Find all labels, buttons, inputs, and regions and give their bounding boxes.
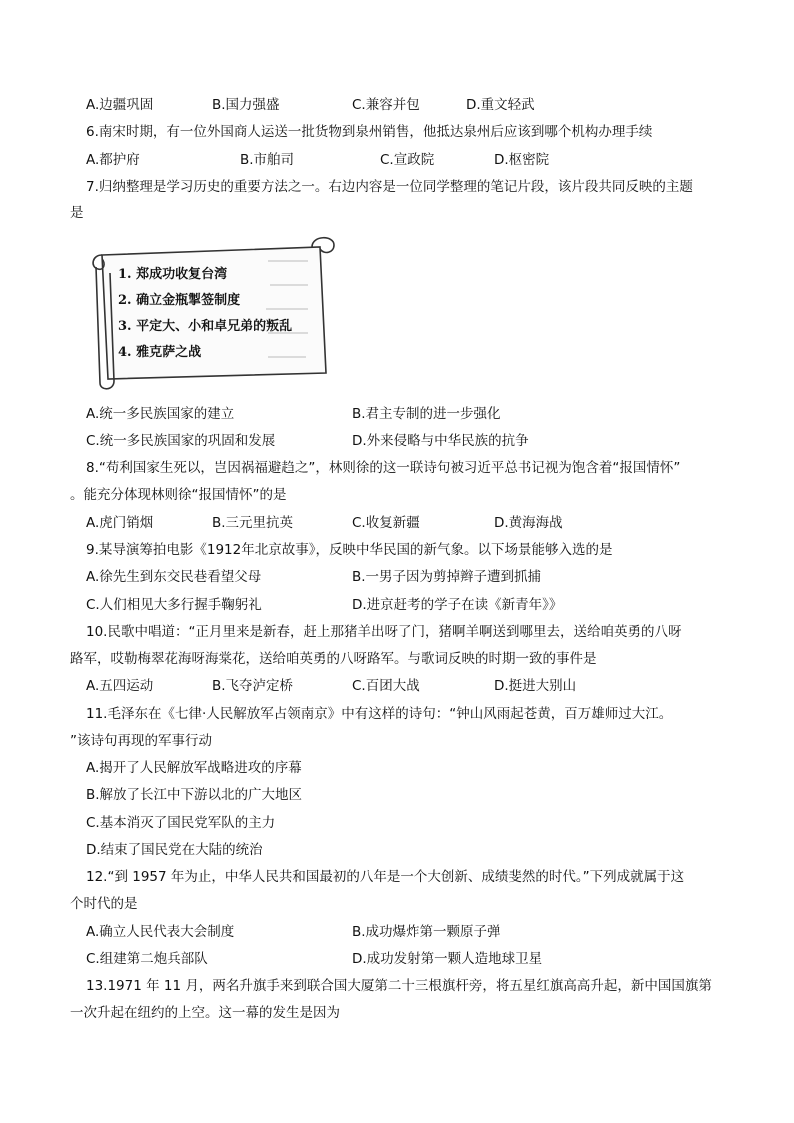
q11-stem-line2: ”该诗句再现的军事行动 bbox=[70, 733, 212, 749]
q9-option-d: D.进京赶考的学子在读《新青年》》 bbox=[352, 597, 563, 613]
scroll-outline bbox=[88, 233, 338, 391]
q11-option-a: A.揭开了人民解放军战略进攻的序幕 bbox=[86, 760, 302, 776]
note-item-1: 1. 郑成功收复台湾 bbox=[118, 267, 228, 282]
q6-stem: 6.南宋时期，有一位外国商人运送一批货物到泉州销售，他抵达泉州后应该到哪个机构办理手续 bbox=[86, 124, 653, 140]
q12-stem-line1: 12.“到 1957 年为止，中华人民共和国最初的八年是一个大创新、成绩斐然的时代。”下列成就属于这 bbox=[86, 869, 685, 885]
q7-option-a: A.统一多民族国家的建立 bbox=[86, 406, 235, 422]
q12-stem-line2: 个时代的是 bbox=[70, 896, 138, 912]
q8-option-d: D.黄海海战 bbox=[494, 515, 563, 531]
q9-option-b: B.一男子因为剪掉辫子遭到抓捕 bbox=[352, 569, 542, 585]
q9-stem: 9.某导演筹拍电影《1912年北京故事》，反映中华民国的新气象。以下场景能够入选的是 bbox=[86, 542, 613, 558]
q13-stem-line2: 一次升起在纽约的上空。这一幕的发生是因为 bbox=[70, 1005, 340, 1021]
q11-option-d: D.结束了国民党在大陆的统治 bbox=[86, 842, 263, 858]
q9-option-c: C.人们相见大多行握手鞠躬礼 bbox=[86, 597, 262, 613]
q8-stem-line1: 8.“苟利国家生死以，岂因祸福避趋之”，林则徐的这一联诗句被习近平总书记视为饱含着“报国情怀” bbox=[86, 460, 681, 476]
q11-option-c: C.基本消灭了国民党军队的主力 bbox=[86, 815, 276, 831]
q10-option-b: B.飞夺泸定桥 bbox=[212, 678, 294, 694]
q10-option-c: C.百团大战 bbox=[352, 678, 420, 694]
q10-stem-line2: 路军，哎勒梅翠花海呀海棠花，送给咱英勇的八呀路军。与歌词反映的时期一致的事件是 bbox=[70, 651, 597, 667]
q8-stem-line2: 。能充分体现林则徐“报国情怀”的是 bbox=[70, 487, 287, 503]
q7-stem-line1: 7.归纳整理是学习历史的重要方法之一。右边内容是一位同学整理的笔记片段，该片段共同反映的主题 bbox=[86, 179, 693, 195]
q12-option-d: D.成功发射第一颗人造地球卫星 bbox=[352, 951, 543, 967]
q11-stem-line1: 11.毛泽东在《七律·人民解放军占领南京》中有这样的诗句：“钟山风雨起苍黄，百万雄师过大江。 bbox=[86, 706, 673, 722]
q7-option-d: D.外来侵略与中华民族的抗争 bbox=[352, 433, 529, 449]
q13-stem-line1: 13.1971 年 11 月，两名升旗手来到联合国大厦第二十三根旗杆旁，将五星红旗高高升起，新中国国旗第 bbox=[86, 978, 712, 994]
note-item-2: 2. 确立金瓶掣签制度 bbox=[118, 293, 241, 308]
q12-option-b: B.成功爆炸第一颗原子弹 bbox=[352, 924, 501, 940]
q5-option-c: C.兼容并包 bbox=[352, 97, 420, 113]
q5-option-b: B.国力强盛 bbox=[212, 97, 280, 113]
q8-option-c: C.收复新疆 bbox=[352, 515, 420, 531]
q7-stem-line2: 是 bbox=[70, 205, 84, 221]
note-item-4: 4. 雅克萨之战 bbox=[118, 345, 202, 360]
q9-option-a: A.徐先生到东交民巷看望父母 bbox=[86, 569, 262, 585]
q5-option-d: D.重文轻武 bbox=[466, 97, 535, 113]
note-scroll-image bbox=[88, 233, 338, 391]
q5-option-a: A.边疆巩固 bbox=[86, 97, 154, 113]
q8-option-a: A.虎门销烟 bbox=[86, 515, 154, 531]
q6-option-c: C.宣政院 bbox=[380, 152, 435, 168]
q10-stem-line1: 10.民歌中唱道：“正月里来是新春，赶上那猪羊出呀了门，猪啊羊啊送到哪里去，送给咱英勇的八呀 bbox=[86, 624, 682, 640]
q6-option-b: B.市舶司 bbox=[240, 152, 295, 168]
q8-option-b: B.三元里抗英 bbox=[212, 515, 294, 531]
q6-option-a: A.都护府 bbox=[86, 152, 140, 168]
note-item-3: 3. 平定大、小和卓兄弟的叛乱 bbox=[118, 319, 293, 334]
q11-option-b: B.解放了长江中下游以北的广大地区 bbox=[86, 787, 303, 803]
q10-option-d: D.挺进大别山 bbox=[494, 678, 577, 694]
q12-option-c: C.组建第二炮兵部队 bbox=[86, 951, 208, 967]
q7-option-b: B.君主专制的进一步强化 bbox=[352, 406, 501, 422]
q12-option-a: A.确立人民代表大会制度 bbox=[86, 924, 235, 940]
q6-option-d: D.枢密院 bbox=[494, 152, 550, 168]
q10-option-a: A.五四运动 bbox=[86, 678, 154, 694]
q7-option-c: C.统一多民族国家的巩固和发展 bbox=[86, 433, 276, 449]
